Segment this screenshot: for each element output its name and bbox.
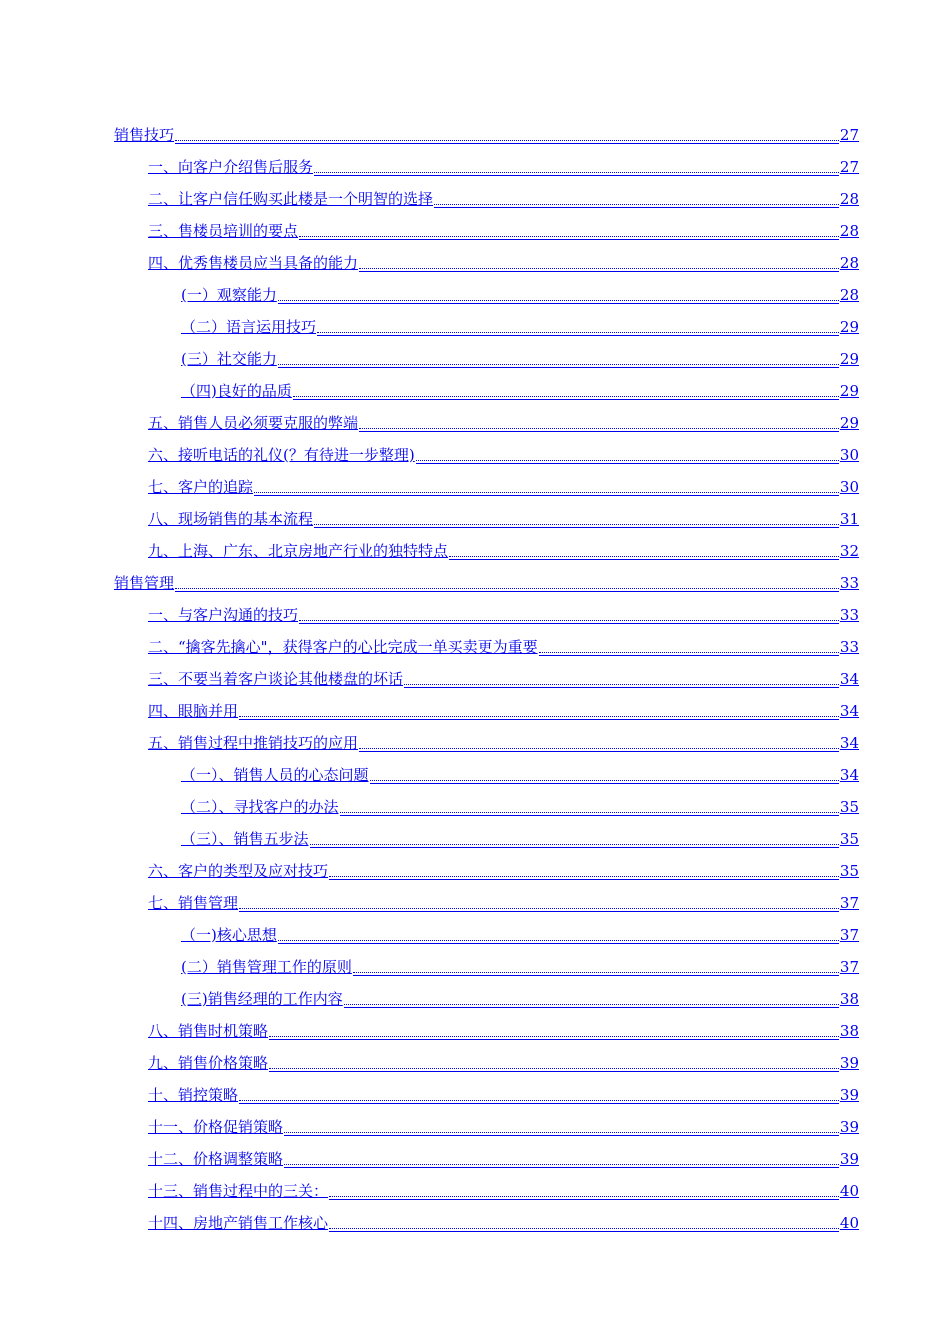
toc-dot-leader [284, 1163, 839, 1165]
toc-entry[interactable] [114, 148, 859, 180]
toc-entry-title: (一）观察能力 [181, 286, 277, 304]
toc-entry-title: （四)良好的品质 [181, 382, 292, 400]
toc-dot-leader [269, 1035, 839, 1037]
toc-dot-leader [329, 1227, 839, 1229]
toc-entry-title: 十一、价格促销策略 [148, 1118, 284, 1136]
toc-dot-leader [293, 395, 839, 397]
toc-entry-title: 二、“擒客先擒心"，获得客户的心比完成一单买卖更为重要 [148, 638, 538, 656]
toc-entry[interactable] [114, 692, 859, 724]
toc-entry[interactable] [114, 276, 859, 308]
toc-entry-title: （二）语言运用技巧 [181, 318, 317, 336]
toc-entry-page: 35 [839, 798, 859, 816]
toc-entry-page: 34 [839, 766, 859, 784]
toc-entry[interactable] [114, 308, 859, 340]
toc-dot-leader [299, 235, 839, 237]
toc-entry[interactable] [114, 660, 859, 692]
toc-entry-title: 三、不要当着客户谈论其他楼盘的坏话 [148, 670, 404, 688]
toc-entry-title: (二）销售管理工作的原则 [181, 958, 352, 976]
toc-entry-title: 八、现场销售的基本流程 [148, 510, 314, 528]
toc-entry-title: (三)销售经理的工作内容 [181, 990, 343, 1008]
toc-entry-title: 十二、价格调整策略 [148, 1150, 284, 1168]
toc-entry-page: 35 [839, 830, 859, 848]
table-of-contents [114, 116, 859, 1236]
toc-dot-leader [278, 363, 839, 365]
toc-entry[interactable] [114, 244, 859, 276]
toc-dot-leader [239, 715, 839, 717]
toc-dot-leader [539, 651, 839, 653]
toc-entry-page: 34 [839, 702, 859, 720]
toc-dot-leader [239, 907, 839, 909]
toc-entry-title: 十、销控策略 [148, 1086, 239, 1104]
toc-dot-leader [353, 971, 839, 973]
toc-entry[interactable] [114, 372, 859, 404]
toc-entry[interactable] [114, 564, 859, 596]
toc-entry-page: 40 [839, 1182, 859, 1200]
toc-entry-page: 31 [839, 510, 859, 528]
toc-entry-title: 销售技巧 [114, 126, 175, 144]
toc-entry-page: 33 [839, 638, 859, 656]
toc-entry-page: 29 [839, 350, 859, 368]
toc-dot-leader [269, 1067, 839, 1069]
toc-entry-page: 30 [839, 478, 859, 496]
toc-dot-leader [284, 1131, 839, 1133]
toc-entry-title: （三）、销售五步法 [181, 830, 309, 848]
toc-entry-page: 29 [839, 414, 859, 432]
toc-dot-leader [254, 491, 839, 493]
toc-entry[interactable] [114, 980, 859, 1012]
toc-entry[interactable] [114, 1204, 859, 1236]
toc-entry-title: 七、销售管理 [148, 894, 239, 912]
toc-entry-title: 七、客户的追踪 [148, 478, 254, 496]
toc-entry[interactable] [114, 500, 859, 532]
toc-entry-title: 六、接听电话的礼仪(？有待进一步整理) [148, 446, 415, 464]
toc-entry-page: 39 [839, 1054, 859, 1072]
toc-entry-page: 34 [839, 670, 859, 688]
toc-entry-title: （一）、销售人员的心态问题 [181, 766, 369, 784]
toc-dot-leader [404, 683, 839, 685]
toc-dot-leader [434, 203, 839, 205]
toc-entry[interactable] [114, 1108, 859, 1140]
toc-dot-leader [278, 299, 839, 301]
toc-entry[interactable] [114, 1140, 859, 1172]
toc-dot-leader [278, 939, 839, 941]
toc-entry-title: 五、销售人员必须要克服的弊端 [148, 414, 359, 432]
toc-entry-title: 九、销售价格策略 [148, 1054, 269, 1072]
toc-entry-page: 39 [839, 1150, 859, 1168]
toc-entry-page: 37 [839, 958, 859, 976]
toc-dot-leader [416, 459, 839, 461]
toc-entry-page: 33 [839, 606, 859, 624]
toc-dot-leader [359, 747, 839, 749]
toc-entry[interactable] [114, 532, 859, 564]
toc-entry[interactable] [114, 116, 859, 148]
toc-entry-title: 十四、房地产销售工作核心 [148, 1214, 329, 1232]
toc-dot-leader [310, 843, 839, 845]
toc-entry-page: 35 [839, 862, 859, 880]
toc-dot-leader [299, 619, 839, 621]
toc-entry-page: 28 [839, 190, 859, 208]
toc-entry-title: 三、售楼员培训的要点 [148, 222, 299, 240]
toc-dot-leader [359, 427, 839, 429]
toc-entry[interactable] [114, 820, 859, 852]
toc-entry-page: 33 [839, 574, 859, 592]
toc-entry[interactable] [114, 788, 859, 820]
toc-entry[interactable] [114, 180, 859, 212]
toc-entry-title: （一)核心思想 [181, 926, 277, 944]
toc-entry[interactable] [114, 212, 859, 244]
toc-dot-leader [314, 523, 839, 525]
toc-entry-page: 29 [839, 382, 859, 400]
toc-entry[interactable] [114, 404, 859, 436]
toc-entry[interactable] [114, 468, 859, 500]
toc-entry[interactable] [114, 1172, 859, 1204]
toc-entry[interactable] [114, 948, 859, 980]
toc-entry-page: 38 [839, 1022, 859, 1040]
toc-dot-leader [314, 171, 839, 173]
toc-entry-page: 40 [839, 1214, 859, 1232]
toc-entry-page: 37 [839, 926, 859, 944]
toc-dot-leader [449, 555, 839, 557]
toc-entry-title: 六、客户的类型及应对技巧 [148, 862, 329, 880]
toc-entry-title: 八、销售时机策略 [148, 1022, 269, 1040]
toc-dot-leader [175, 587, 839, 589]
toc-entry[interactable] [114, 884, 859, 916]
toc-entry-page: 32 [839, 542, 859, 560]
toc-entry-page: 37 [839, 894, 859, 912]
toc-entry-title: 一、与客户沟通的技巧 [148, 606, 299, 624]
toc-entry[interactable] [114, 1044, 859, 1076]
toc-dot-leader [359, 267, 839, 269]
toc-entry-title: (三）社交能力 [181, 350, 277, 368]
toc-entry[interactable] [114, 1012, 859, 1044]
toc-dot-leader [239, 1099, 839, 1101]
toc-entry[interactable] [114, 340, 859, 372]
toc-entry[interactable] [114, 916, 859, 948]
toc-entry-title: 四、优秀售楼员应当具备的能力 [148, 254, 359, 272]
toc-entry-page: 38 [839, 990, 859, 1008]
toc-entry-title: 二、让客户信任购买此楼是一个明智的选择 [148, 190, 434, 208]
toc-entry[interactable] [114, 436, 859, 468]
toc-dot-leader [340, 811, 839, 813]
toc-entry-page: 28 [839, 222, 859, 240]
toc-dot-leader [370, 779, 839, 781]
toc-entry[interactable] [114, 852, 859, 884]
toc-entry-page: 28 [839, 286, 859, 304]
toc-entry-title: 十三、销售过程中的三关： [148, 1182, 329, 1200]
toc-entry-page: 29 [839, 318, 859, 336]
toc-entry-title: 一、向客户介绍售后服务 [148, 158, 314, 176]
toc-entry-title: （二）、寻找客户的办法 [181, 798, 339, 816]
toc-entry-page: 34 [839, 734, 859, 752]
toc-entry-page: 28 [839, 254, 859, 272]
toc-entry-title: 四、眼脑并用 [148, 702, 239, 720]
toc-entry-title: 五、销售过程中推销技巧的应用 [148, 734, 359, 752]
toc-dot-leader [329, 1195, 839, 1197]
toc-entry-page: 27 [839, 158, 859, 176]
toc-entry-title: 销售管理 [114, 574, 175, 592]
toc-dot-leader [317, 331, 839, 333]
toc-entry-title: 九、上海、广东、北京房地产行业的独特特点 [148, 542, 449, 560]
toc-entry[interactable] [114, 628, 859, 660]
toc-entry[interactable] [114, 1076, 859, 1108]
toc-entry-page: 30 [839, 446, 859, 464]
toc-entry[interactable] [114, 756, 859, 788]
toc-entry-page: 39 [839, 1118, 859, 1136]
toc-dot-leader [344, 1003, 839, 1005]
toc-entry-page: 39 [839, 1086, 859, 1104]
toc-dot-leader [175, 139, 839, 141]
toc-entry-page: 27 [839, 126, 859, 144]
toc-entry[interactable] [114, 724, 859, 756]
toc-entry[interactable] [114, 596, 859, 628]
toc-dot-leader [329, 875, 839, 877]
